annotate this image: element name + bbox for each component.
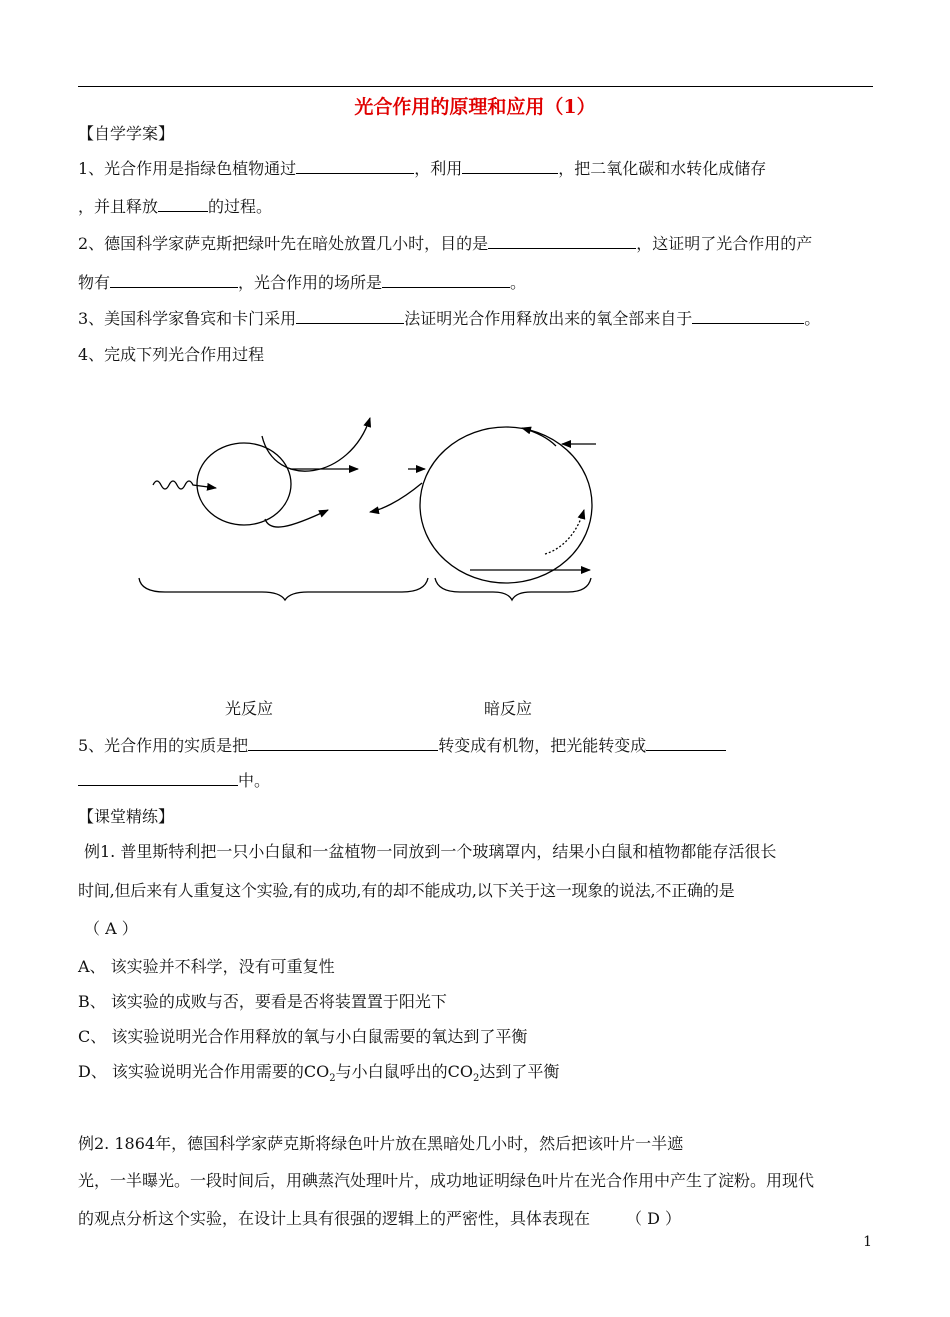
example-1-answer: （ A ） xyxy=(84,919,138,938)
page-title: 光合作用的原理和应用（1） xyxy=(354,96,596,118)
example-1-line-1: 例1. 普里斯特利把一只小白鼠和一盆植物一同放到一个玻璃罩内，结果小白鼠和植物都能存活很长 xyxy=(84,842,777,861)
header-rule xyxy=(78,86,873,87)
question-4: 4、完成下列光合作用过程 xyxy=(78,345,265,364)
answer-blank[interactable] xyxy=(692,308,804,324)
question-5-line-2: 中。 xyxy=(78,768,270,791)
cycle-arrow-top xyxy=(522,428,556,446)
light-reaction-label: 光反应 xyxy=(225,699,274,718)
answer-blank[interactable] xyxy=(110,272,238,288)
answer-blank[interactable] xyxy=(462,158,558,174)
answer-blank[interactable] xyxy=(488,233,636,249)
question-1-line-1: 1、光合作用是指绿色植物通过 ，利用 ，把二氧化碳和水转化成储存 xyxy=(78,159,767,178)
light-reaction-brace xyxy=(139,578,428,600)
return-arrow xyxy=(265,510,328,527)
light-reaction-circle xyxy=(197,443,291,525)
option-c: C、 该实验说明光合作用释放的氧与小白鼠需要的氧达到了平衡 xyxy=(78,1027,528,1046)
answer-blank[interactable] xyxy=(296,308,404,324)
dark-reaction-circle xyxy=(420,427,592,583)
question-2-line-1: 2、德国科学家萨克斯把绿叶先在暗处放置几小时，目的是 ，这证明了光合作用的产 xyxy=(78,234,813,253)
section-heading-practice: 【课堂精练】 xyxy=(78,807,175,826)
option-d: D、 该实验说明光合作用需要的$CO_2$与小白鼠呼出的$CO_2$达到了平衡 xyxy=(78,1062,560,1085)
question-3: 3、美国科学家鲁宾和卡门采用 法证明光合作用释放出来的氧全部来自于 。 xyxy=(78,309,821,328)
dark-reaction-label: 暗反应 xyxy=(484,699,533,718)
answer-blank[interactable] xyxy=(248,735,438,751)
question-2-line-2: 物有 ，光合作用的场所是 。 xyxy=(78,273,527,292)
example-2-line-3: 的观点分析这个实验，在设计上具有很强的逻辑上的严密性，具体表现在 （ D ） xyxy=(78,1209,682,1228)
section-heading-self-study: 【自学学案】 xyxy=(78,124,175,143)
answer-blank[interactable] xyxy=(646,735,726,751)
example-2-line-1: 例2. 1864年，德国科学家萨克斯将绿色叶片放在黑暗处几小时，然后把该叶片一半遮 xyxy=(78,1134,684,1153)
photosynthesis-diagram xyxy=(0,380,950,630)
option-b: B、 该实验的成败与否，要看是否将装置置于阳光下 xyxy=(78,992,447,1011)
dark-reaction-brace xyxy=(435,578,591,600)
page-number: 1 xyxy=(863,1234,872,1250)
question-1-line-2: ，并且释放 的过程。 xyxy=(78,197,273,216)
example-2-answer: （ D ） xyxy=(626,1209,682,1228)
light-input-arrow xyxy=(153,481,216,489)
option-a: A、 该实验并不科学，没有可重复性 xyxy=(78,957,335,976)
oxygen-arrow xyxy=(262,418,370,471)
answer-blank[interactable] xyxy=(158,196,208,212)
example-2-line-2: 光，一半曝光。一段时间后，用碘蒸汽处理叶片，成功地证明绿色叶片在光合作用中产生了淀粉。用现代 xyxy=(78,1171,815,1190)
question-5-line-1: 5、光合作用的实质是把 转变成有机物，把光能转变成 xyxy=(78,733,726,756)
answer-blank[interactable] xyxy=(382,272,510,288)
answer-blank[interactable] xyxy=(78,770,238,786)
dark-to-light-arrow xyxy=(370,483,422,512)
example-1-line-2: 时间,但后来有人重复这个实验,有的成功,有的却不能成功,以下关于这一现象的说法,不正确的是 xyxy=(78,881,735,900)
answer-blank[interactable] xyxy=(296,158,414,174)
